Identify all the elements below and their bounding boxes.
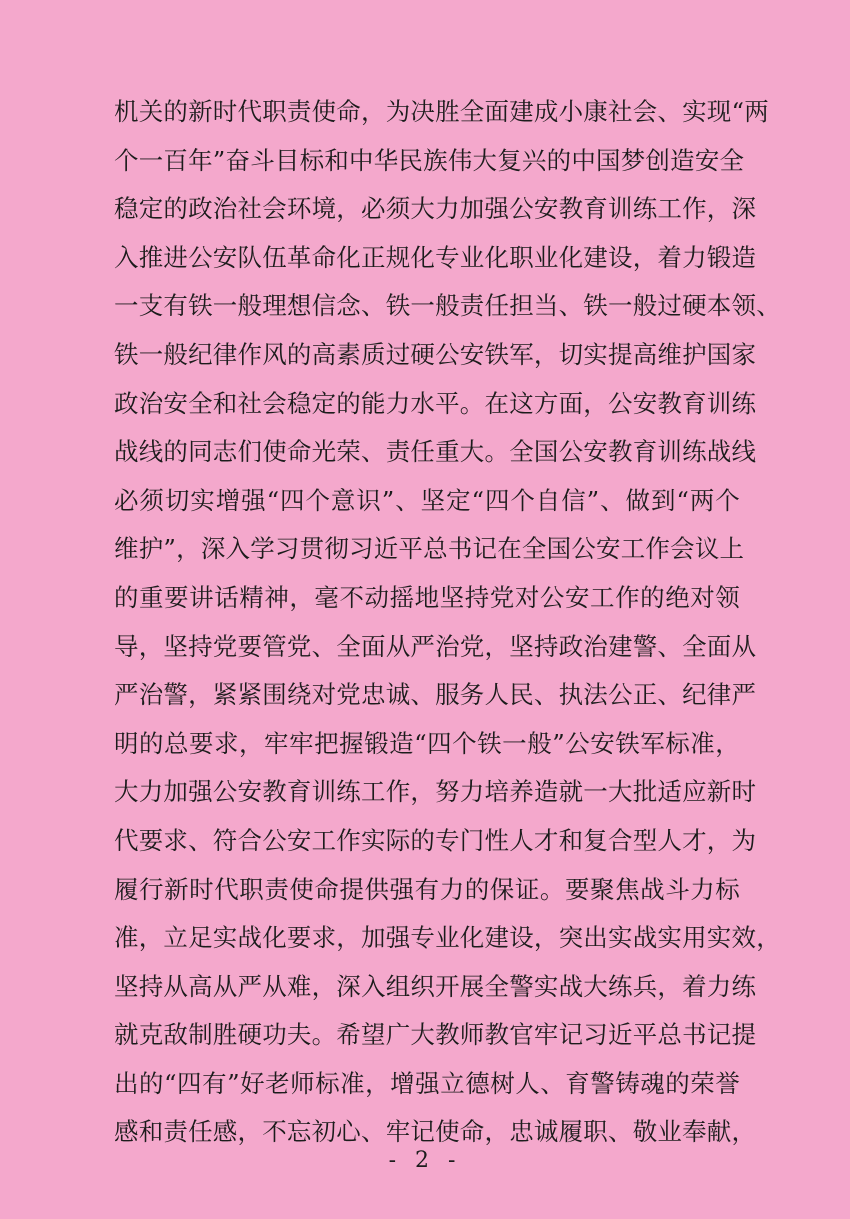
text-line-8: 战线的同志们使命光荣、责任重大。全国公安教育训练战线 — [114, 437, 757, 467]
body-text — [114, 88, 781, 1157]
text-line-14: 明的总要求，牢牢把握锻造“四个铁一般”公安铁军标准， — [114, 728, 740, 758]
text-line-19: 坚持从高从严从难，深入组织开展全警实战大练兵，着力练 — [114, 971, 757, 1001]
text-line-4: 入推进公安队伍革命化正规化专业化职业化建设，着力锻造 — [114, 242, 757, 272]
page-number: - 2 - — [388, 1148, 462, 1173]
text-line-16: 代要求、符合公安工作实际的专门性人才和复合型人才，为 — [114, 825, 757, 855]
text-line-10: 维护”，深入学习贯彻习近平总书记在全国公安工作会议上 — [114, 534, 745, 564]
text-line-11: 的重要讲话精神，毫不动摇地坚持党对公安工作的绝对领 — [114, 582, 740, 612]
text-line-3: 稳定的政治社会环境，必须大力加强公安教育训练工作，深 — [114, 194, 757, 224]
text-line-6: 铁一般纪律作风的高素质过硬公安铁军，切实提高维护国家 — [114, 339, 757, 369]
text-line-15: 大力加强公安教育训练工作，努力培养造就一大批适应新时 — [114, 777, 757, 807]
text-line-2: 个一百年”奋斗目标和中华民族伟大复兴的中国梦创造安全 — [114, 145, 745, 175]
text-line-21: 出的“四有”好老师标准，增强立德树人、育警铸魂的荣誉 — [114, 1068, 740, 1098]
text-line-17: 履行新时代职责使命提供强有力的保证。要聚焦战斗力标 — [114, 874, 740, 904]
text-line-18: 准，立足实战化要求，加强专业化建设，突出实战实用实效， — [114, 923, 781, 953]
text-line-12: 导，坚持党要管党、全面从严治党，坚持政治建警、全面从 — [114, 631, 757, 661]
text-line-13: 严治警，紧紧围绕对党忠诚、服务人民、执法公正、纪律严 — [114, 680, 757, 710]
text-line-20: 就克敌制胜硬功夫。希望广大教师教官牢记习近平总书记提 — [114, 1020, 757, 1050]
text-line-7: 政治安全和社会稳定的能力水平。在这方面，公安教育训练 — [114, 388, 757, 418]
text-line-22: 感和责任感，不忘初心、牢记使命，忠诚履职、敬业奉献， — [114, 1117, 757, 1147]
text-line-5: 一支有铁一般理想信念、铁一般责任担当、铁一般过硬本领、 — [114, 291, 781, 321]
text-line-9: 必须切实增强“四个意识”、坚定“四个自信”、做到“两个 — [114, 485, 740, 515]
text-line-1: 机关的新时代职责使命，为决胜全面建成小康社会、实现“两 — [114, 97, 769, 126]
